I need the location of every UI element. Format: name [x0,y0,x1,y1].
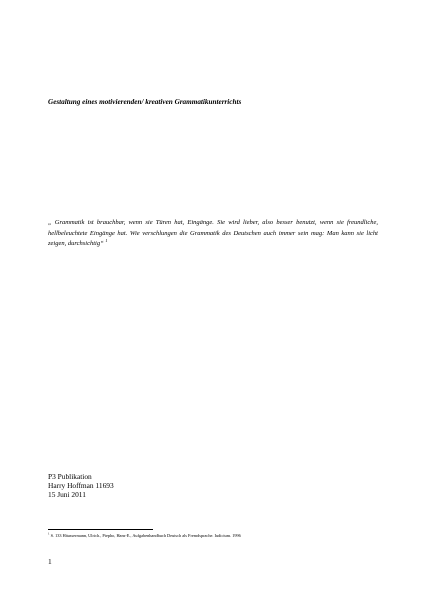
publication-series: P3 Publikation [48,472,92,481]
document-title: Gestaltung eines motivierenden/ kreativen Grammatikunterrichts [48,98,242,106]
page-number: 1 [48,557,52,566]
quote-text: „ Grammatik ist brauchbar, wenn sie Türen hat, Eingänge. Sie wird lieber, also besser benutzt, wenn sie freundliche, hellbeleuchtete Eingänge hat. Wie verschlungen die Grammatik des Deutschen auch immer sein mag: Man kann sie licht zeigen, durchsichtig“ [48,219,378,247]
publication-date: 15 Juni 2011 [48,490,86,500]
quote-paragraph [48,218,378,250]
publication-info [48,472,114,500]
footnote [48,533,378,539]
footnote-marker: 1 [48,531,50,536]
publication-author: Harry Hoffman 11693 [48,481,114,491]
footnote-reference: 1 [105,237,108,243]
footnote-separator [48,529,153,530]
footnote-text: S. 133 Häussermann, Ulrich., Piepho, Hans-E., Aufgabenhandbuch Deutsch als Fremdsprache. Iudicium. 1996 [50,533,241,538]
